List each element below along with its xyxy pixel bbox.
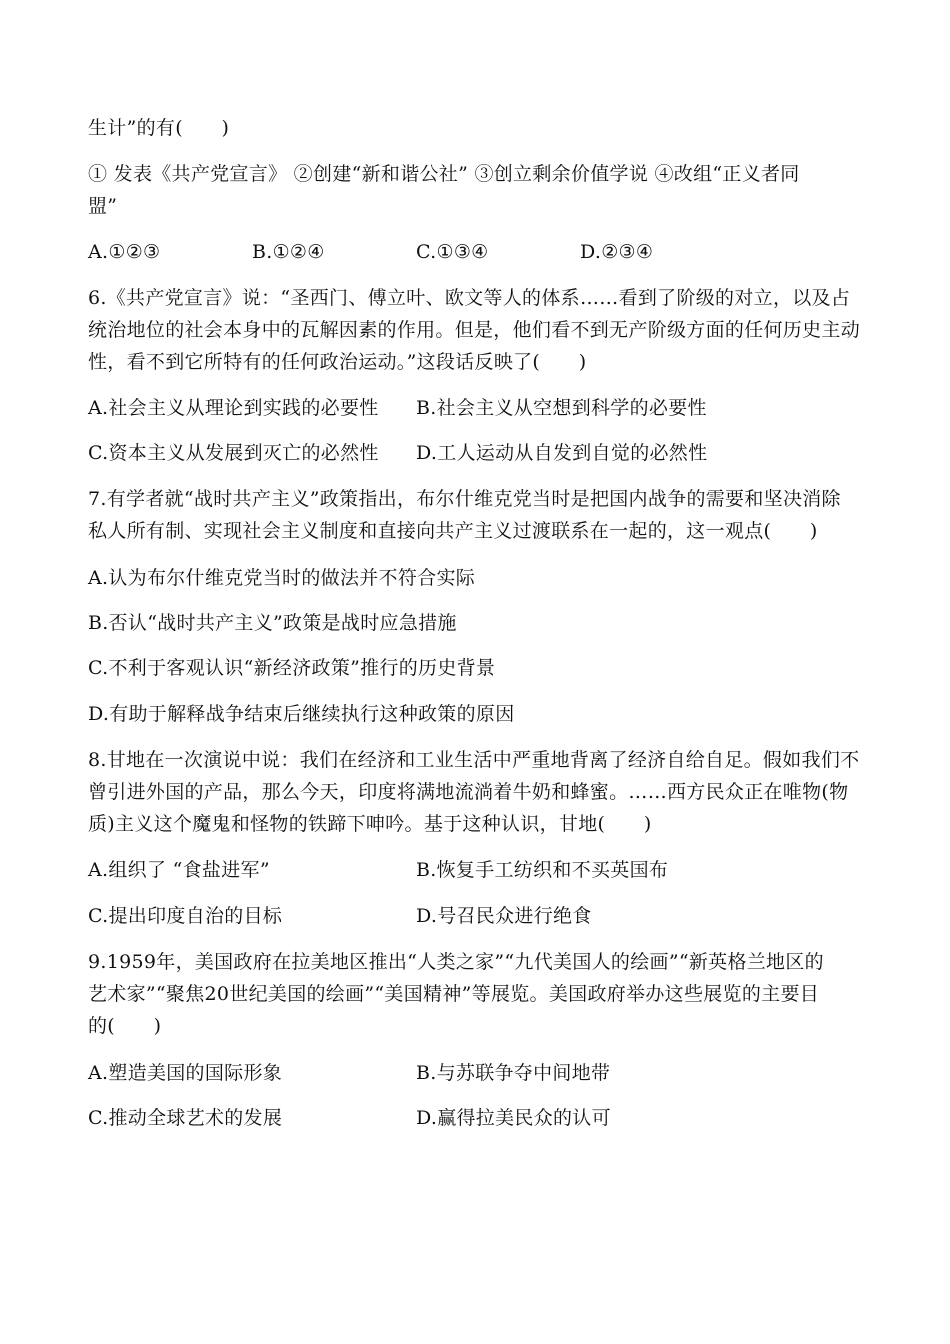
q7-option-c[interactable]: C.不利于客观认识“新经济政策”推行的历史背景 <box>88 657 496 679</box>
q5-option-c[interactable]: C.①③④ <box>416 241 489 263</box>
q6-option-a[interactable]: A.社会主义从理论到实践的必要性 <box>88 397 379 419</box>
q5-items-line-2: 盟” <box>88 195 118 217</box>
q6-stem-line-2: 统治地位的社会本身中的瓦解因素的作用。但是，他们看不到无产阶级方面的任何历史主动 <box>88 319 861 341</box>
q5-option-a[interactable]: A.①②③ <box>88 241 161 263</box>
q9-option-b[interactable]: B.与苏联争夺中间地带 <box>416 1062 611 1084</box>
q6-option-c[interactable]: C.资本主义从发展到灭亡的必然性 <box>88 442 379 464</box>
q9-option-c[interactable]: C.推动全球艺术的发展 <box>88 1107 283 1129</box>
q8-option-b[interactable]: B.恢复手工纺织和不买英国布 <box>416 859 669 881</box>
q9-option-a[interactable]: A.塑造美国的国际形象 <box>88 1062 283 1084</box>
q8-stem-line-1: 8.甘地在一次演说中说：我们在经济和工业生活中严重地背离了经济自给自足。假如我们不 <box>88 749 860 771</box>
q6-stem-line-3: 性，看不到它所特有的任何政治运动。”这段话反映了( ) <box>88 351 587 373</box>
q5-stem-tail: 生计”的有( ) <box>88 117 230 139</box>
q9-stem-line-2: 艺术家”“聚焦20世纪美国的绘画”“美国精神”等展览。美国政府举办这些展览的主要目 <box>88 983 820 1005</box>
q8-stem-line-3: 质)主义这个魔鬼和怪物的铁蹄下呻吟。基于这种认识，甘地( ) <box>88 813 652 835</box>
q5-option-d[interactable]: D.②③④ <box>580 241 654 263</box>
q9-stem-line-1: 9.1959年，美国政府在拉美地区推出“人类之家”“九代美国人的绘画”“新英格兰地区的 <box>88 951 824 973</box>
q9-option-d[interactable]: D.赢得拉美民众的认可 <box>416 1107 611 1129</box>
q6-option-d[interactable]: D.工人运动从自发到自觉的必然性 <box>416 442 708 464</box>
q6-option-b[interactable]: B.社会主义从空想到科学的必要性 <box>416 397 707 419</box>
q5-option-b[interactable]: B.①②④ <box>252 241 325 263</box>
q8-option-c[interactable]: C.提出印度自治的目标 <box>88 905 283 927</box>
q5-items-line-1: ① 发表《共产党宣言》 ②创建“新和谐公社” ③创立剩余价值学说 ④改组“正义者同 <box>88 163 800 185</box>
q8-option-a[interactable]: A.组织了 “食盐进军” <box>88 859 270 881</box>
q7-option-d[interactable]: D.有助于解释战争结束后继续执行这种政策的原因 <box>88 703 515 725</box>
q7-option-b[interactable]: B.否认“战时共产主义”政策是战时应急措施 <box>88 612 457 634</box>
q8-stem-line-2: 曾引进外国的产品，那么今天，印度将满地流淌着牛奶和蜂蜜。……西方民众正在唯物(物 <box>88 781 849 803</box>
q7-stem-line-2: 私人所有制、实现社会主义制度和直接向共产主义过渡联系在一起的，这一观点( ) <box>88 520 818 542</box>
q8-option-d[interactable]: D.号召民众进行绝食 <box>416 905 592 927</box>
q7-option-a[interactable]: A.认为布尔什维克党当时的做法并不符合实际 <box>88 567 476 589</box>
q7-stem-line-1: 7.有学者就“战时共产主义”政策指出，布尔什维克党当时是把国内战争的需要和坚决消除 <box>88 488 841 510</box>
q6-stem-line-1: 6.《共产党宣言》说：“圣西门、傅立叶、欧文等人的体系……看到了阶级的对立，以及占 <box>88 287 851 309</box>
q9-stem-line-3: 的( ) <box>88 1015 162 1037</box>
